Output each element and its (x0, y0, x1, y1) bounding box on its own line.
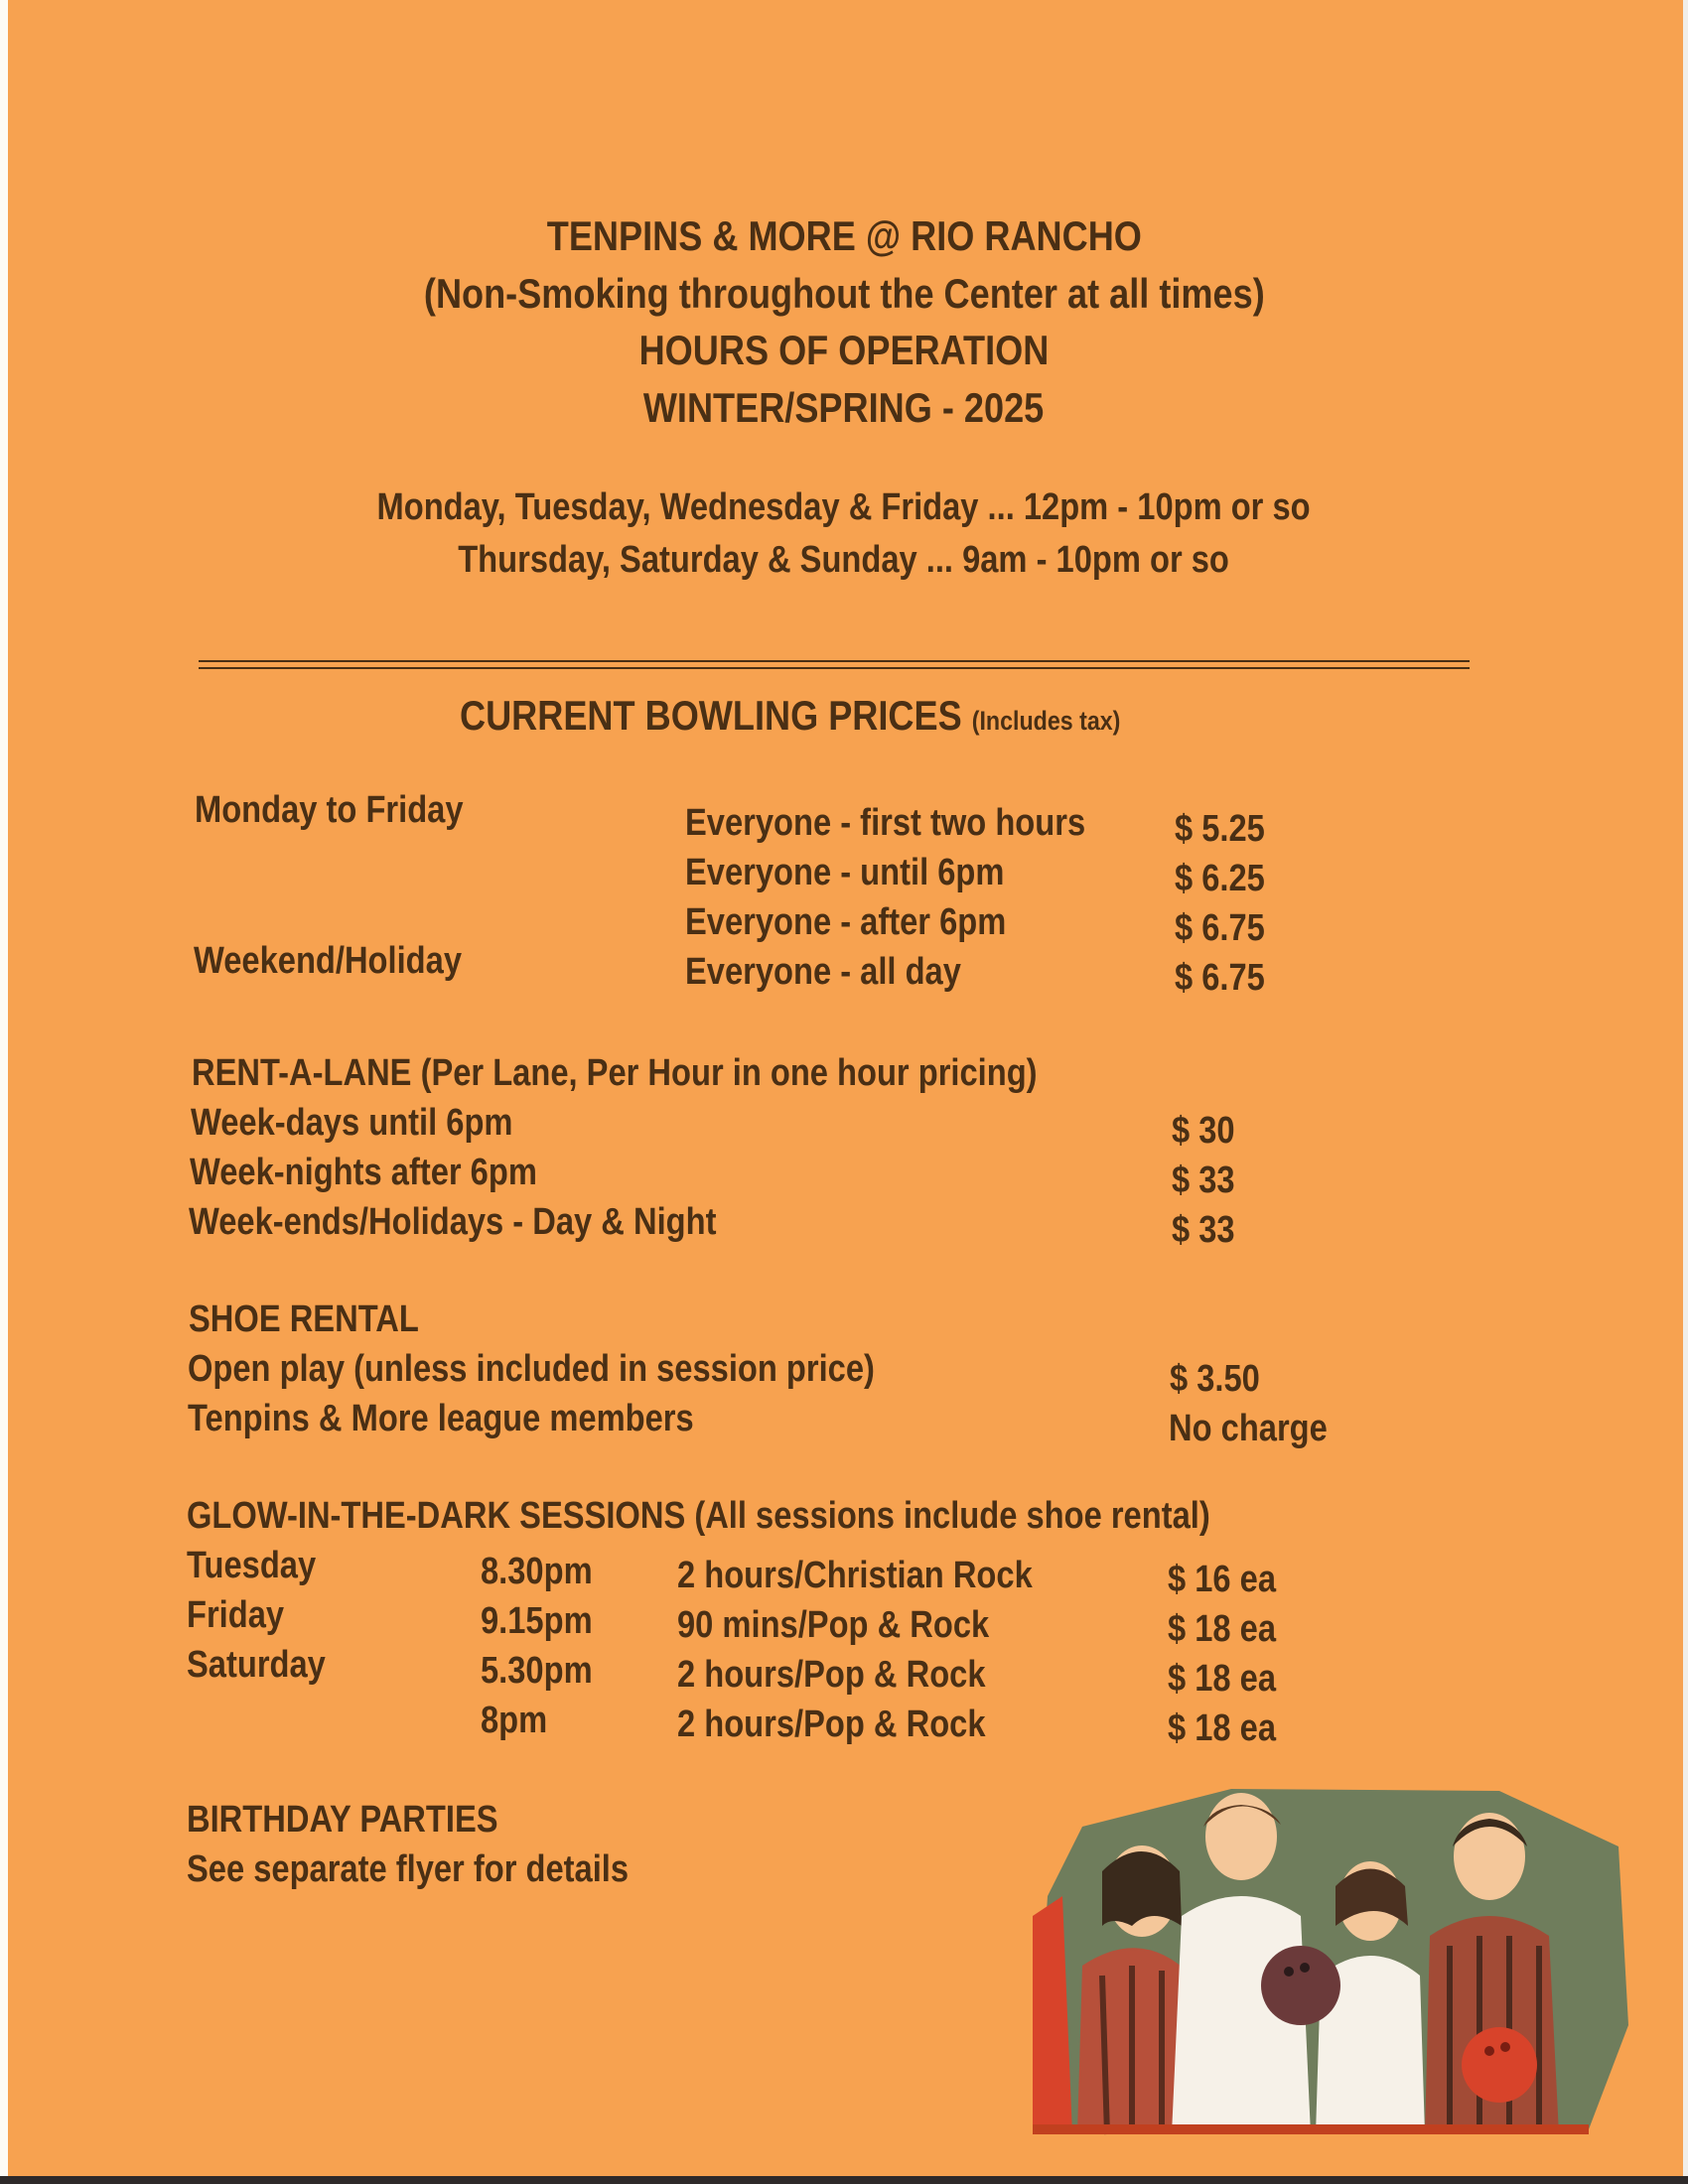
prices-heading-text: CURRENT BOWLING PRICES (460, 692, 962, 739)
shoe-rental-price: No charge (1169, 1408, 1328, 1449)
price-value: $ 5.25 (1175, 808, 1265, 850)
price-day: Monday to Friday (195, 789, 464, 831)
bowling-ball-hole (1500, 2042, 1510, 2052)
rent-a-lane-price: $ 30 (1172, 1110, 1235, 1152)
glow-desc: 2 hours/Pop & Rock (677, 1704, 986, 1745)
price-value: $ 6.25 (1175, 858, 1265, 899)
prices-heading-note: (Includes tax) (971, 706, 1121, 736)
glow-price: $ 16 ea (1168, 1559, 1277, 1600)
glow-time: 8.30pm (481, 1551, 593, 1592)
birthday-heading: BIRTHDAY PARTIES (187, 1799, 498, 1841)
shoe-rental-heading: SHOE RENTAL (189, 1298, 419, 1340)
hours-line: Thursday, Saturday & Sunday ... 9am - 10pm or so (458, 539, 1230, 581)
glow-price: $ 18 ea (1168, 1658, 1277, 1700)
shoe-rental-label: Open play (unless included in session price) (188, 1348, 875, 1390)
glow-time: 9.15pm (481, 1600, 593, 1642)
price-value: $ 6.75 (1175, 907, 1265, 949)
price-desc: Everyone - first two hours (685, 802, 1086, 844)
season-label: WINTER/SPRING - 2025 (643, 384, 1045, 431)
hours-line: Monday, Tuesday, Wednesday & Friday ... 12pm - 10pm or so (376, 486, 1312, 528)
glow-day: Saturday (187, 1644, 326, 1686)
glow-desc: 2 hours/Pop & Rock (677, 1654, 986, 1696)
bowlers-photo (1033, 1777, 1638, 2144)
glow-price: $ 18 ea (1168, 1707, 1277, 1749)
shoe-rental-price: $ 3.50 (1170, 1358, 1260, 1400)
bowling-ball-hole (1300, 1963, 1310, 1973)
price-day: Weekend/Holiday (194, 940, 462, 982)
bowling-ball (1462, 2027, 1537, 2103)
price-value: $ 6.75 (1175, 957, 1265, 999)
bowling-ball (1261, 1946, 1340, 2025)
shoe-rental-label: Tenpins & More league members (188, 1398, 694, 1439)
bowling-ball-hole (1484, 2046, 1494, 2056)
scan-edge (0, 2176, 1688, 2184)
price-desc: Everyone - all day (685, 951, 961, 993)
birthday-text: See separate flyer for details (187, 1848, 630, 1890)
glow-day: Tuesday (187, 1545, 317, 1586)
photo-border (1033, 2124, 1589, 2134)
rent-a-lane-price: $ 33 (1172, 1209, 1235, 1251)
rent-a-lane-label: Week-ends/Holidays - Day & Night (189, 1201, 717, 1243)
rent-a-lane-label: Week-nights after 6pm (190, 1152, 537, 1193)
glow-desc: 90 mins/Pop & Rock (677, 1604, 990, 1646)
glow-time: 8pm (481, 1700, 548, 1741)
hours-heading: HOURS OF OPERATION (638, 327, 1050, 373)
divider-rule (199, 667, 1470, 669)
glow-desc: 2 hours/Christian Rock (677, 1555, 1033, 1596)
rent-a-lane-heading: RENT-A-LANE (Per Lane, Per Hour in one hour pricing) (192, 1052, 1038, 1094)
price-desc: Everyone - until 6pm (685, 852, 1005, 893)
price-desc: Everyone - after 6pm (685, 901, 1007, 943)
prices-heading (460, 692, 1120, 740)
glow-heading: GLOW-IN-THE-DARK SESSIONS (All sessions include shoe rental) (187, 1495, 1210, 1537)
glow-time: 5.30pm (481, 1650, 593, 1692)
rent-a-lane-price: $ 33 (1172, 1160, 1235, 1201)
center-title: TENPINS & MORE @ RIO RANCHO (546, 212, 1142, 259)
bowling-ball-hole (1284, 1967, 1294, 1977)
glow-day: Friday (187, 1594, 285, 1636)
non-smoking-note: (Non-Smoking throughout the Center at all times) (423, 270, 1265, 317)
divider-rule (199, 660, 1470, 662)
rent-a-lane-label: Week-days until 6pm (191, 1102, 513, 1144)
glow-price: $ 18 ea (1168, 1608, 1277, 1650)
